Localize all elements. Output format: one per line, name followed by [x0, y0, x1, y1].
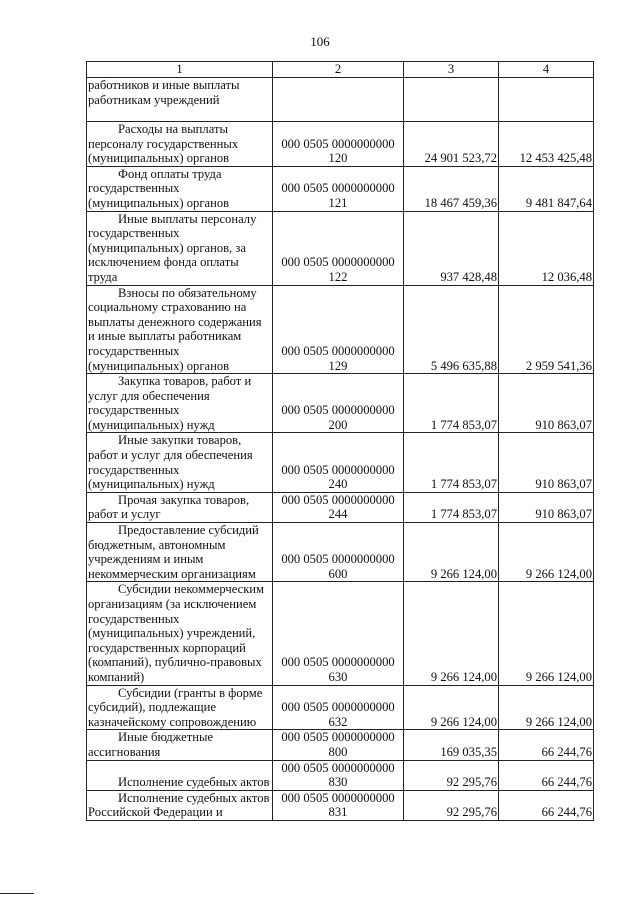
row-code — [273, 582, 404, 685]
row-col3: 92 295,76 — [404, 790, 499, 820]
table-row-continuation — [87, 78, 594, 122]
row-col3: 9 266 124,00 — [404, 523, 499, 582]
row-name: Предоставление субсидий бюджетным, автономным учреждениям и иным некоммерческим организациям — [87, 523, 273, 582]
row-code — [273, 285, 404, 374]
row-code-line1: 000 0505 0000000000 — [281, 136, 395, 151]
row-code-line1: 000 0505 0000000000 — [281, 760, 395, 775]
column-header-3: 3 — [404, 62, 499, 78]
row-name: Закупка товаров, работ и услуг для обеспечения государственных (муниципальных) нужд — [87, 374, 273, 433]
row-name: Расходы на выплаты персоналу государственных (муниципальных) органов — [87, 122, 273, 167]
row-code — [273, 374, 404, 433]
row-code-line2: 830 — [328, 775, 348, 790]
row-code-line1: 000 0505 0000000000 — [281, 492, 395, 507]
row-col4: 9 266 124,00 — [499, 523, 594, 582]
row-code-line1: 000 0505 0000000000 — [281, 700, 395, 715]
row-code — [273, 492, 404, 522]
row-code — [273, 760, 404, 790]
row-col4: 12 453 425,48 — [499, 122, 594, 167]
row-code-line1: 000 0505 0000000000 — [281, 552, 395, 567]
table-row — [87, 211, 594, 285]
row-code — [273, 523, 404, 582]
row-code — [273, 166, 404, 211]
row-col3: 937 428,48 — [404, 211, 499, 285]
column-header-4: 4 — [499, 62, 594, 78]
column-header-1: 1 — [87, 62, 273, 78]
row-code-line1: 000 0505 0000000000 — [281, 181, 395, 196]
row-code-line1: 000 0505 0000000000 — [281, 343, 395, 358]
row-col3: 5 496 635,88 — [404, 285, 499, 374]
row-name: Фонд оплаты труда государственных (муниципальных) органов — [87, 166, 273, 211]
row-col3: 24 901 523,72 — [404, 122, 499, 167]
row-code-line2: 244 — [328, 507, 348, 522]
table-row — [87, 760, 594, 790]
row-name: Исполнение судебных актов — [87, 760, 273, 790]
table-row — [87, 374, 594, 433]
table-header-row — [87, 62, 594, 78]
row-name: Субсидии (гранты в форме субсидий), подлежащие казначейскому сопровождению — [87, 685, 273, 730]
row-code — [273, 122, 404, 167]
row-code — [273, 685, 404, 730]
row-name: Иные бюджетные ассигнования — [87, 730, 273, 760]
table-row — [87, 122, 594, 167]
row-col4: 9 481 847,64 — [499, 166, 594, 211]
row-col3: 169 035,35 — [404, 730, 499, 760]
row-col3: 1 774 853,07 — [404, 492, 499, 522]
row-col3: 9 266 124,00 — [404, 582, 499, 685]
row-col3: 9 266 124,00 — [404, 685, 499, 730]
row-code-line1: 000 0505 0000000000 — [281, 255, 395, 270]
row-col4: 66 244,76 — [499, 760, 594, 790]
row-name: Взносы по обязательному социальному страхованию на выплаты денежного содержания и иные выплаты работникам государственных (муниципальных) органов — [87, 285, 273, 374]
row-col4: 9 266 124,00 — [499, 685, 594, 730]
table-row — [87, 730, 594, 760]
table-row — [87, 285, 594, 374]
row-col4: 910 863,07 — [499, 433, 594, 492]
row-col3: 1 774 853,07 — [404, 374, 499, 433]
row-code-line1: 000 0505 0000000000 — [281, 403, 395, 418]
row-code — [273, 78, 404, 122]
table-row — [87, 523, 594, 582]
row-code-line2: 121 — [328, 195, 348, 210]
row-col3: 1 774 853,07 — [404, 433, 499, 492]
column-header-2: 2 — [273, 62, 404, 78]
row-code — [273, 730, 404, 760]
row-col4: 66 244,76 — [499, 790, 594, 820]
row-code-line2: 129 — [328, 358, 348, 373]
row-code — [273, 790, 404, 820]
row-name: Прочая закупка товаров, работ и услуг — [87, 492, 273, 522]
table-row — [87, 433, 594, 492]
row-code-line2: 200 — [328, 417, 348, 432]
row-code-line1: 000 0505 0000000000 — [281, 730, 395, 745]
row-code-line2: 831 — [328, 805, 348, 820]
table-row — [87, 492, 594, 522]
row-name: Иные выплаты персоналу государственных (муниципальных) органов, за исключением фонда оплаты труда — [87, 211, 273, 285]
row-code-line2: 630 — [328, 669, 348, 684]
page-number: 106 — [310, 34, 330, 49]
row-code-line2: 122 — [328, 269, 348, 284]
row-code-line1: 000 0505 0000000000 — [281, 655, 395, 670]
row-col3 — [404, 78, 499, 122]
row-col4: 910 863,07 — [499, 492, 594, 522]
row-code-line1: 000 0505 0000000000 — [281, 462, 395, 477]
row-col4: 66 244,76 — [499, 730, 594, 760]
row-code — [273, 433, 404, 492]
row-name: Исполнение судебных актов Российской Федерации и — [87, 790, 273, 820]
budget-table — [86, 61, 594, 821]
row-code-line2: 800 — [328, 744, 348, 759]
table-row — [87, 685, 594, 730]
row-code-line1: 000 0505 0000000000 — [281, 790, 395, 805]
row-name: Иные закупки товаров, работ и услуг для обеспечения государственных (муниципальных) нужд — [87, 433, 273, 492]
row-col4: 910 863,07 — [499, 374, 594, 433]
row-col4: 12 036,48 — [499, 211, 594, 285]
row-col3: 18 467 459,36 — [404, 166, 499, 211]
row-col4: 9 266 124,00 — [499, 582, 594, 685]
row-code-line2: 120 — [328, 151, 348, 166]
table-row — [87, 582, 594, 685]
row-code-line2: 632 — [328, 714, 348, 729]
table-row — [87, 790, 594, 820]
row-col4: 2 959 541,36 — [499, 285, 594, 374]
row-code-line2: 240 — [328, 477, 348, 492]
row-col4 — [499, 78, 594, 122]
row-col3: 92 295,76 — [404, 760, 499, 790]
row-name: Субсидии некоммерческим организациям (за исключением государственных (муниципальных) учреждений, государственных корпораций (компаний), публично-правовых компаний) — [87, 582, 273, 685]
row-code — [273, 211, 404, 285]
row-code-line2: 600 — [328, 566, 348, 581]
row-name: работников и иные выплаты работникам учреждений — [87, 78, 273, 122]
table-row — [87, 166, 594, 211]
footer-rule — [0, 893, 34, 894]
